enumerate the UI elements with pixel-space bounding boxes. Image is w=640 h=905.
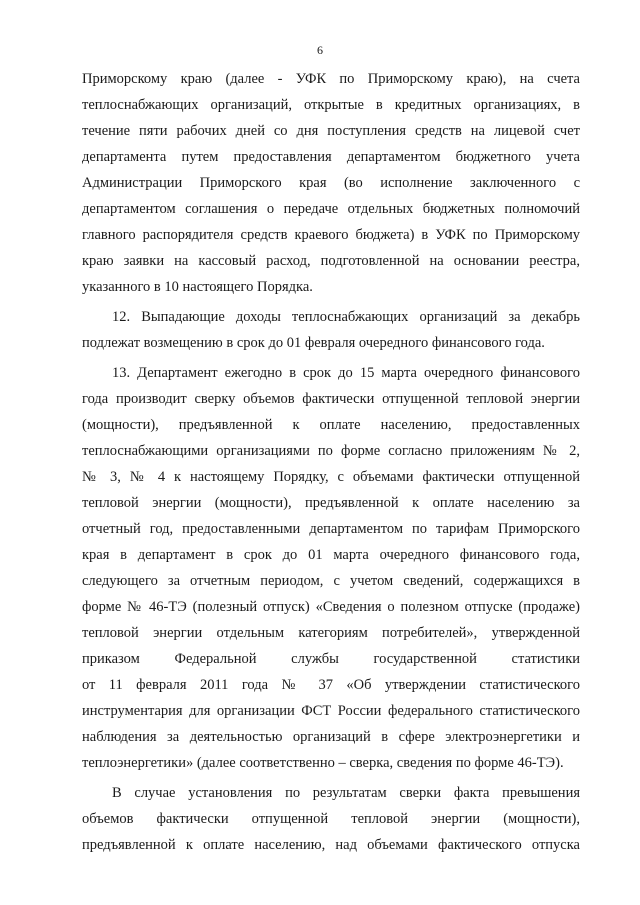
text-line: приказом Федеральной службы государственной статистики bbox=[82, 651, 580, 667]
text-line: форме № 46-ТЭ (полезный отпуск) «Сведения о полезном отпуске (продаже) bbox=[82, 599, 580, 615]
text-line: теплоснабжающими организациями по форме согласно приложениям № 2, bbox=[82, 443, 580, 459]
text-line: департаментом соглашения о передаче отдельных бюджетных полномочий bbox=[82, 201, 580, 217]
text-line: года производит сверку объемов фактически отпущенной тепловой энергии bbox=[82, 391, 580, 407]
text-line: от 11 февраля 2011 года № 37 «Об утверждении статистического bbox=[82, 677, 580, 693]
text-line: тепловой энергии отдельным категориям потребителей», утвержденной bbox=[82, 625, 580, 641]
paragraph-continuation bbox=[82, 66, 580, 300]
text-line: следующего за отчетным периодом, с учетом сведений, содержащихся в bbox=[82, 573, 580, 589]
paragraph-12 bbox=[82, 304, 580, 356]
text-line: теплоэнергетики» (далее соответственно – сверка, сведения по форме 46-ТЭ). bbox=[82, 755, 564, 771]
text-line: тепловой энергии (мощности), предъявленной к оплате населению за bbox=[82, 495, 580, 511]
text-line: № 3, № 4 к настоящему Порядку, с объемами фактически отпущенной bbox=[82, 469, 580, 485]
text-line: 13. Департамент ежегодно в срок до 15 марта очередного финансового bbox=[112, 365, 580, 381]
text-line: Приморскому краю (далее - УФК по Приморскому краю), на счета bbox=[82, 71, 580, 87]
text-line: подлежат возмещению в срок до 01 февраля очередного финансового года. bbox=[82, 335, 545, 351]
page-number: 6 bbox=[317, 43, 323, 57]
text-line: указанного в 10 настоящего Порядка. bbox=[82, 279, 313, 295]
text-line: Администрации Приморского края (во исполнение заключенного с bbox=[82, 175, 580, 191]
text-line: В случае установления по результатам сверки факта превышения bbox=[112, 785, 580, 801]
text-line: теплоснабжающих организаций, открытые в кредитных организациях, в bbox=[82, 97, 580, 113]
text-line: отчетный год, предоставленными департаментом по тарифам Приморского bbox=[82, 521, 580, 537]
text-line: (мощности), предъявленной к оплате населению, предоставленных bbox=[82, 417, 580, 433]
text-line: предъявленной к оплате населению, над объемами фактического отпуска bbox=[82, 837, 580, 853]
text-line: края в департамент в срок до 01 марта очередного финансового года, bbox=[82, 547, 580, 563]
text-line: краю заявки на кассовый расход, подготовленной на основании реестра, bbox=[82, 253, 580, 269]
text-line: наблюдения за деятельностью организаций в сфере электроэнергетики и bbox=[82, 729, 580, 745]
paragraph-13 bbox=[82, 360, 580, 776]
text-line: инструментария для организации ФСТ России федерального статистического bbox=[82, 703, 580, 719]
text-line: главного распорядителя средств краевого бюджета) в УФК по Приморскому bbox=[82, 227, 580, 243]
text-line: департамента путем предоставления департаментом бюджетного учета bbox=[82, 149, 580, 165]
paragraph-13-case bbox=[82, 780, 580, 858]
text-line: течение пяти рабочих дней со дня поступления средств на лицевой счет bbox=[82, 123, 580, 139]
document-body bbox=[82, 66, 580, 858]
text-line: 12. Выпадающие доходы теплоснабжающих организаций за декабрь bbox=[112, 309, 580, 325]
text-line: объемов фактически отпущенной тепловой энергии (мощности), bbox=[82, 811, 580, 827]
